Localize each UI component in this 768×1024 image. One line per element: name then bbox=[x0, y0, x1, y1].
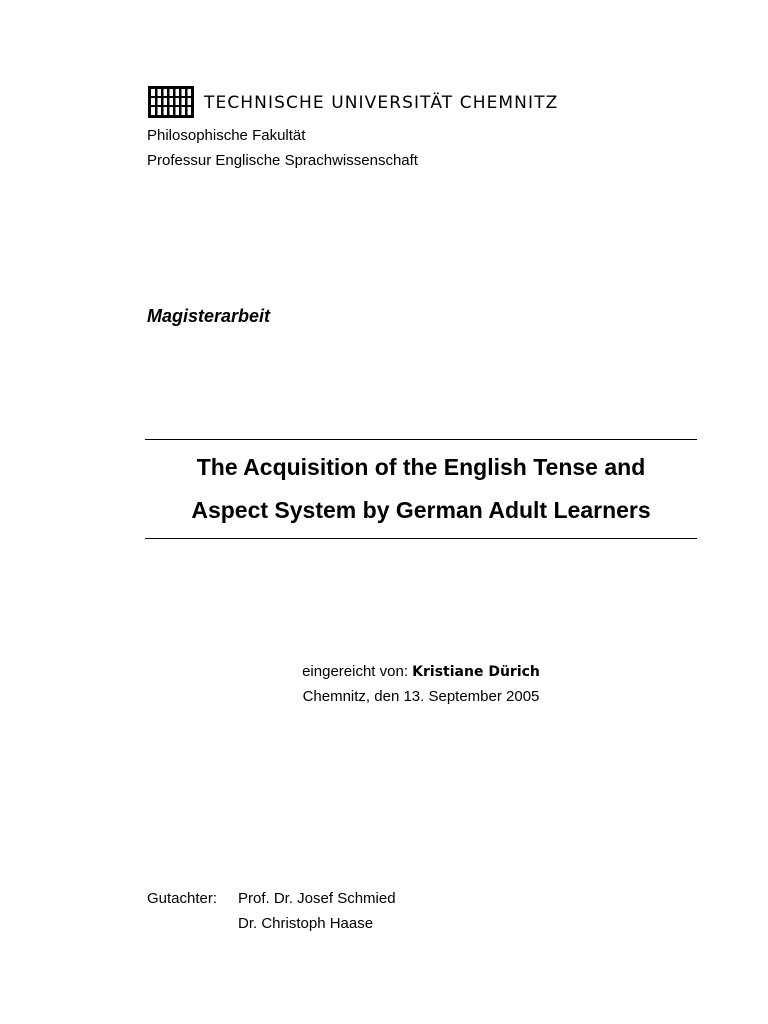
thesis-title-line-1: The Acquisition of the English Tense and bbox=[196, 454, 646, 480]
thesis-type: Magisterarbeit bbox=[147, 306, 271, 326]
submitted-by-label: eingereicht von: bbox=[302, 663, 408, 680]
place-and-date: Chemnitz, den 13. September 2005 bbox=[302, 688, 540, 705]
university-name: TECHNISCHE UNIVERSITÄT CHEMNITZ bbox=[204, 93, 559, 113]
reviewer-name: Dr. Christoph Haase bbox=[238, 915, 374, 932]
reviewers-label: Gutachter: bbox=[147, 890, 218, 907]
author-name: Kristiane Dürich bbox=[412, 664, 540, 680]
submitted-by bbox=[145, 663, 697, 681]
thesis-title-line-2: Aspect System by German Adult Learners bbox=[191, 497, 651, 523]
title-top-rule bbox=[145, 439, 697, 440]
reviewer-name: Prof. Dr. Josef Schmied bbox=[238, 890, 396, 907]
professorship-name: Professur Englische Sprachwissenschaft bbox=[147, 152, 418, 169]
university-building-logo-icon bbox=[148, 86, 194, 118]
faculty-name: Philosophische Fakultät bbox=[147, 127, 306, 144]
title-bottom-rule bbox=[145, 538, 697, 539]
